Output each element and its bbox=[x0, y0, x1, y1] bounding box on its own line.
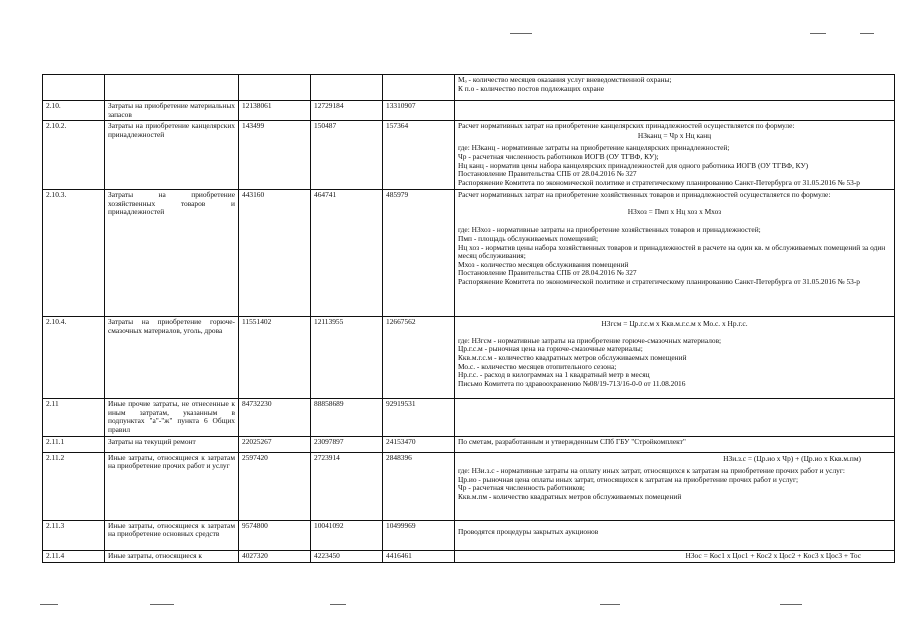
value-year-3: 24153470 bbox=[383, 436, 455, 452]
formula: НЗканц = Чр х Нц канц bbox=[637, 130, 712, 140]
table-row bbox=[43, 399, 895, 436]
table-row bbox=[43, 75, 895, 101]
row-description: НЗгсм = Цр.г.с.м х Ккв.м.г.с.м х Мо.с. х Нр.г.с. где: НЗгсм - нормативные затраты на приобретение горюче-смазочных материалов; Цр.г.с.м - рыночная цена на горюче-смазочные материалы; Ккв.м.г.с.м - количество квадратных метров обслуживаемых помещений Мо.с. - количество месяцев отопительного сезона; Нр.г.с. - расход в килограммах на 1 квадратный метр в месяц Письмо Комитета по здравоохранению №08/19-713/16-0-0 от 11.08.2016 bbox=[455, 317, 895, 399]
value-year-2: 12729184 bbox=[311, 101, 383, 121]
value-year-2: 23097897 bbox=[311, 436, 383, 452]
value-year-3: 2848396 bbox=[383, 452, 455, 520]
row-description bbox=[455, 101, 895, 121]
scan-artifact bbox=[860, 33, 874, 34]
scan-artifact bbox=[150, 604, 174, 605]
row-description: Расчет нормативных затрат на приобретение хозяйственных товаров и принадлежностей осуществляется по формуле: НЗхоз = Пмп х Нц хоз х Мхоз где: НЗхоз - нормативные затраты на приобретение хозяйственных товаров и принадлежностей; Пмп - площадь обслуживаемых помещений; Нц хоз - норматив цены набора хозяйственных товаров и принадлежностей в расчете на один кв. м обслуживаемых помещений за один месяц обслуживания; Мхоз - количество месяцев обслуживания помещений Постановление Правительства СПБ от 28.04.2016 № 327 Распоряжение Комитета по экономической политике и стратегическому планированию Санкт-Петербурга от 31.05.2016 № 53-р bbox=[455, 190, 895, 317]
table-row bbox=[43, 550, 895, 562]
row-code: 2.10. bbox=[43, 101, 105, 121]
value-year-2: 150487 bbox=[311, 121, 383, 190]
table-row bbox=[43, 121, 895, 190]
formula: НЗи.з.с = (Цр.ио х Чр) + (Цр.ио х Ккв.м.пм) bbox=[723, 453, 861, 463]
row-description: Расчет нормативных затрат на приобретение канцелярских принадлежностей осуществляется по формуле: НЗканц = Чр х Нц канц где: НЗканц - нормативные затраты на приобретение канцелярских принадлежностей; Чр - расчетная численность работников ИОГВ (ОУ ТГВФ, КУ); Нц канц - норматив цены набора канцелярских принадлежностей для одного работника ИОГВ (ОУ ТГВФ, КУ) Постановление Правительства СПБ от 28.04.2016 № 327 Распоряжение Комитета по экономической политике и стратегическому планированию Санкт-Петербурга от 31.05.2016 № 53-р bbox=[455, 121, 895, 190]
row-name: Затраты на приобретение хозяйственных товаров и принадлежностей bbox=[105, 190, 239, 317]
scan-artifact bbox=[40, 604, 58, 605]
row-description: По сметам, разработанным и утвержденным СПб ГБУ "Стройкомплект" bbox=[455, 436, 895, 452]
table-row bbox=[43, 317, 895, 399]
row-description bbox=[455, 550, 895, 562]
row-description: Мₒ - количество месяцев оказания услуг вневедомственной охраны; К п.о - количество постов подлежащих охране bbox=[455, 75, 895, 101]
row-code: 2.10.3. bbox=[43, 190, 105, 317]
row-name: Затраты на приобретение материальных запасов bbox=[105, 101, 239, 121]
row-code: 2.11.2 bbox=[43, 452, 105, 520]
formula: НЗхоз = Пмп х Нц хоз х Мхоз bbox=[627, 206, 722, 216]
row-code: 2.11.1 bbox=[43, 436, 105, 452]
value-year-1: 4027320 bbox=[239, 550, 311, 562]
value-year-1: 2597420 bbox=[239, 452, 311, 520]
row-name: Иные прочие затраты, не отнесенные к иным затратам, указанным в подпунктах "а"-"ж" пункта 6 Общих правил bbox=[105, 399, 239, 436]
scan-artifact bbox=[780, 604, 802, 605]
formula: НЗос = Кос1 х Цос1 + Кос2 х Цос2 + Кос3 х Цос3 + Тос bbox=[685, 550, 861, 560]
row-name: Иные затраты, относящиеся к затратам на приобретение прочих работ и услуг bbox=[105, 452, 239, 520]
row-name: Иные затраты, относящиеся к bbox=[105, 550, 239, 562]
row-code: 2.11 bbox=[43, 399, 105, 436]
scan-artifact bbox=[810, 33, 826, 34]
table-row bbox=[43, 520, 895, 550]
table-row bbox=[43, 101, 895, 121]
scan-artifact bbox=[600, 604, 620, 605]
table-row bbox=[43, 190, 895, 317]
value-year-1: 11551402 bbox=[239, 317, 311, 399]
value-year-2: 12113955 bbox=[311, 317, 383, 399]
value-year-3: 4416461 bbox=[383, 550, 455, 562]
row-description: НЗи.з.с = (Цр.ио х Чр) + (Цр.ио х Ккв.м.пм) где: НЗи.з.с - нормативные затраты на оплату иных затрат, относящихся к затратам на приобретение прочих работ и услуг: Цр.ио - рыночная цена оплаты иных затрат, относящихся к затратам на приобретение прочих работ и услуг; Чр - расчетная численность работников; Ккв.м.пм - количество квадратных метров обслуживаемых помещений bbox=[455, 452, 895, 520]
value-year-2: 4223450 bbox=[311, 550, 383, 562]
value-year-1: 12138061 bbox=[239, 101, 311, 121]
row-name: Затраты на приобретение горюче-смазочных материалов, уголь, дрова bbox=[105, 317, 239, 399]
value-year-1: 143499 bbox=[239, 121, 311, 190]
row-name: Затраты на приобретение канцелярских принадлежностей bbox=[105, 121, 239, 190]
row-name: Иные затраты, относящиеся к затратам на приобретение основных средств bbox=[105, 520, 239, 550]
scan-artifact bbox=[330, 604, 346, 605]
table-row bbox=[43, 452, 895, 520]
value-year-3: 13310907 bbox=[383, 101, 455, 121]
row-name: Затраты на текущий ремонт bbox=[105, 436, 239, 452]
row-code: 2.11.4 bbox=[43, 550, 105, 562]
value-year-2: 10041092 bbox=[311, 520, 383, 550]
value-year-3: 157364 bbox=[383, 121, 455, 190]
value-year-1: 443160 bbox=[239, 190, 311, 317]
row-description bbox=[455, 399, 895, 436]
formula: НЗгсм = Цр.г.с.м х Ккв.м.г.с.м х Мо.с. х Нр.г.с. bbox=[601, 319, 748, 329]
value-year-3: 10499969 bbox=[383, 520, 455, 550]
row-code: 2.11.3 bbox=[43, 520, 105, 550]
value-year-1: 84732230 bbox=[239, 399, 311, 436]
value-year-2: 2723914 bbox=[311, 452, 383, 520]
value-year-1: 22025267 bbox=[239, 436, 311, 452]
value-year-3: 12667562 bbox=[383, 317, 455, 399]
value-year-2: 88858689 bbox=[311, 399, 383, 436]
scan-artifact bbox=[510, 33, 532, 34]
row-code: 2.10.2. bbox=[43, 121, 105, 190]
value-year-3: 92919531 bbox=[383, 399, 455, 436]
value-year-2: 464741 bbox=[311, 190, 383, 317]
cost-norms-table bbox=[42, 74, 895, 563]
row-code: 2.10.4. bbox=[43, 317, 105, 399]
value-year-1: 9574800 bbox=[239, 520, 311, 550]
table-row bbox=[43, 436, 895, 452]
row-description: Проводятся процедуры закрытых аукционов bbox=[455, 520, 895, 550]
value-year-3: 485979 bbox=[383, 190, 455, 317]
